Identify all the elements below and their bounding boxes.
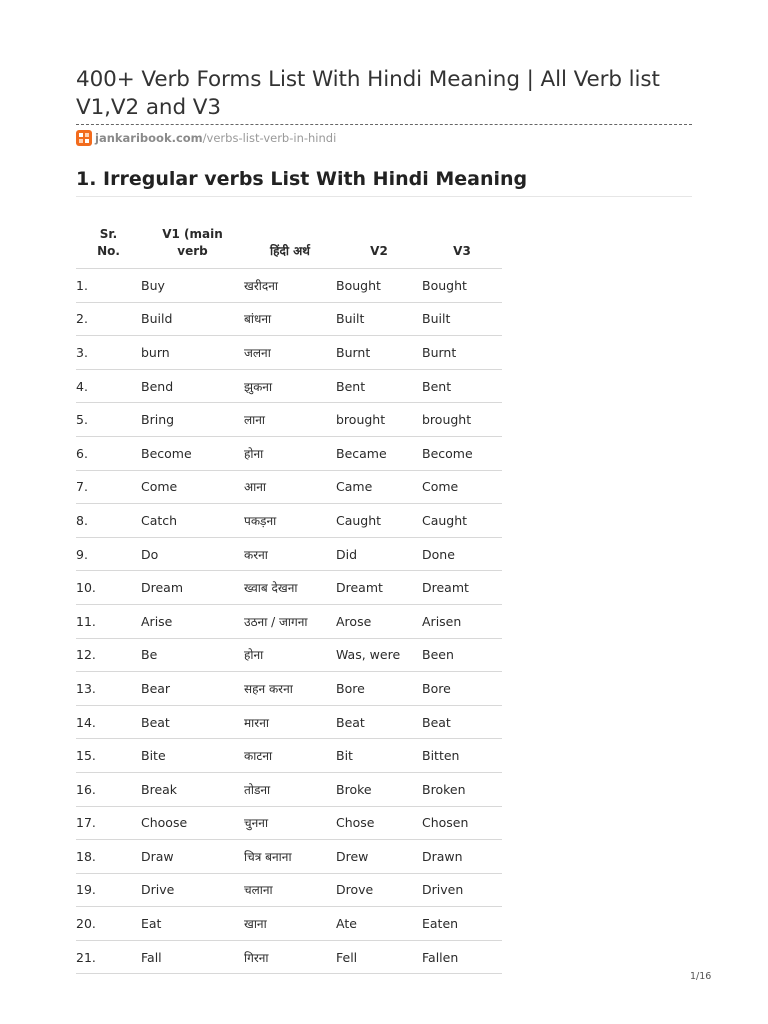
- cell-v1: Build: [141, 302, 244, 336]
- cell-v2: Did: [336, 537, 422, 571]
- cell-hindi-meaning: उठना / जागना: [244, 604, 336, 638]
- cell-v2: Bent: [336, 369, 422, 403]
- cell-v1: Arise: [141, 604, 244, 638]
- verb-table: [76, 210, 502, 974]
- section-heading: 1. Irregular verbs List With Hindi Meaning: [76, 168, 528, 190]
- table-row: [76, 504, 502, 538]
- cell-v2: Drew: [336, 840, 422, 874]
- table-row: [76, 537, 502, 571]
- cell-v3: Bent: [422, 369, 502, 403]
- table-row: [76, 806, 502, 840]
- page-title: 400+ Verb Forms List With Hindi Meaning | All Verb list V1,V2 and V3: [76, 67, 660, 120]
- site-favicon-icon: [76, 130, 92, 146]
- cell-v1: Break: [141, 772, 244, 806]
- cell-v2: Came: [336, 470, 422, 504]
- cell-sr-no: 8.: [76, 504, 141, 538]
- cell-v3: Burnt: [422, 336, 502, 370]
- cell-v1: burn: [141, 336, 244, 370]
- cell-v1: Catch: [141, 504, 244, 538]
- cell-v2: Bore: [336, 672, 422, 706]
- cell-sr-no: 18.: [76, 840, 141, 874]
- cell-hindi-meaning: झुकना: [244, 369, 336, 403]
- cell-hindi-meaning: खरीदना: [244, 269, 336, 303]
- source-domain: jankaribook.com: [95, 131, 203, 145]
- cell-v3: Done: [422, 537, 502, 571]
- table-row: [76, 571, 502, 605]
- cell-v1: Drive: [141, 873, 244, 907]
- cell-v1: Buy: [141, 269, 244, 303]
- cell-hindi-meaning: चुनना: [244, 806, 336, 840]
- cell-v3: Caught: [422, 504, 502, 538]
- cell-hindi-meaning: गिरना: [244, 940, 336, 974]
- cell-v3: Become: [422, 436, 502, 470]
- header-v1: [141, 210, 244, 269]
- cell-v3: Dreamt: [422, 571, 502, 605]
- cell-sr-no: 9.: [76, 537, 141, 571]
- cell-v2: Became: [336, 436, 422, 470]
- table-row: [76, 336, 502, 370]
- cell-hindi-meaning: मारना: [244, 705, 336, 739]
- cell-v1: Bite: [141, 739, 244, 773]
- table-header-row: [76, 210, 502, 269]
- table-row: [76, 269, 502, 303]
- title-divider: [76, 124, 692, 125]
- cell-v1: Bend: [141, 369, 244, 403]
- cell-v2: Ate: [336, 907, 422, 941]
- cell-sr-no: 2.: [76, 302, 141, 336]
- cell-v3: Fallen: [422, 940, 502, 974]
- cell-v1: Become: [141, 436, 244, 470]
- header-v3: V3: [422, 210, 502, 269]
- cell-v1: Eat: [141, 907, 244, 941]
- cell-v1: Choose: [141, 806, 244, 840]
- header-v2: V2: [336, 210, 422, 269]
- table-row: [76, 739, 502, 773]
- cell-v3: Bought: [422, 269, 502, 303]
- table-row: [76, 604, 502, 638]
- cell-v3: Drawn: [422, 840, 502, 874]
- cell-sr-no: 10.: [76, 571, 141, 605]
- cell-v2: Drove: [336, 873, 422, 907]
- cell-sr-no: 5.: [76, 403, 141, 437]
- cell-sr-no: 6.: [76, 436, 141, 470]
- header-sr-line1: Sr.: [99, 227, 118, 241]
- table-row: [76, 470, 502, 504]
- cell-v3: Driven: [422, 873, 502, 907]
- table-row: [76, 369, 502, 403]
- cell-hindi-meaning: चित्र बनाना: [244, 840, 336, 874]
- cell-v2: Was, were: [336, 638, 422, 672]
- cell-hindi-meaning: जलना: [244, 336, 336, 370]
- cell-v1: Come: [141, 470, 244, 504]
- table-row: [76, 772, 502, 806]
- header-v1-line1: V1 (main: [162, 227, 223, 241]
- table-row: [76, 705, 502, 739]
- verb-table-body: [76, 269, 502, 974]
- cell-hindi-meaning: करना: [244, 537, 336, 571]
- cell-v1: Do: [141, 537, 244, 571]
- cell-v2: Broke: [336, 772, 422, 806]
- cell-hindi-meaning: होना: [244, 638, 336, 672]
- cell-v2: Caught: [336, 504, 422, 538]
- cell-sr-no: 15.: [76, 739, 141, 773]
- cell-sr-no: 17.: [76, 806, 141, 840]
- cell-v2: Bought: [336, 269, 422, 303]
- header-hindi: हिंदी अर्थ: [244, 210, 336, 269]
- table-row: [76, 403, 502, 437]
- cell-hindi-meaning: काटना: [244, 739, 336, 773]
- cell-v1: Dream: [141, 571, 244, 605]
- cell-hindi-meaning: होना: [244, 436, 336, 470]
- cell-v3: Broken: [422, 772, 502, 806]
- cell-sr-no: 11.: [76, 604, 141, 638]
- cell-v3: Been: [422, 638, 502, 672]
- cell-v1: Be: [141, 638, 244, 672]
- cell-sr-no: 14.: [76, 705, 141, 739]
- cell-v2: Fell: [336, 940, 422, 974]
- cell-v1: Bear: [141, 672, 244, 706]
- cell-hindi-meaning: सहन करना: [244, 672, 336, 706]
- cell-v3: Built: [422, 302, 502, 336]
- cell-hindi-meaning: तोडना: [244, 772, 336, 806]
- page-number: 1/16: [690, 971, 712, 982]
- cell-v3: Bore: [422, 672, 502, 706]
- cell-v2: Arose: [336, 604, 422, 638]
- cell-sr-no: 21.: [76, 940, 141, 974]
- cell-v2: brought: [336, 403, 422, 437]
- cell-sr-no: 12.: [76, 638, 141, 672]
- cell-v1: Bring: [141, 403, 244, 437]
- cell-sr-no: 13.: [76, 672, 141, 706]
- cell-sr-no: 20.: [76, 907, 141, 941]
- cell-sr-no: 19.: [76, 873, 141, 907]
- cell-hindi-meaning: बांधना: [244, 302, 336, 336]
- cell-hindi-meaning: आना: [244, 470, 336, 504]
- cell-v3: brought: [422, 403, 502, 437]
- cell-v3: Beat: [422, 705, 502, 739]
- cell-sr-no: 4.: [76, 369, 141, 403]
- table-row: [76, 940, 502, 974]
- cell-v2: Built: [336, 302, 422, 336]
- table-row: [76, 873, 502, 907]
- cell-v3: Bitten: [422, 739, 502, 773]
- table-row: [76, 672, 502, 706]
- header-sr-line2: No.: [97, 244, 120, 258]
- cell-hindi-meaning: ख्वाब देखना: [244, 571, 336, 605]
- cell-sr-no: 1.: [76, 269, 141, 303]
- source-path: /verbs-list-verb-in-hindi: [202, 131, 337, 145]
- header-v1-line2: verb: [177, 244, 208, 258]
- cell-sr-no: 16.: [76, 772, 141, 806]
- cell-v2: Chose: [336, 806, 422, 840]
- cell-v2: Dreamt: [336, 571, 422, 605]
- cell-hindi-meaning: लाना: [244, 403, 336, 437]
- table-row: [76, 840, 502, 874]
- table-row: [76, 436, 502, 470]
- cell-hindi-meaning: चलाना: [244, 873, 336, 907]
- header-sr-no: [76, 210, 141, 269]
- table-row: [76, 302, 502, 336]
- cell-v3: Eaten: [422, 907, 502, 941]
- cell-hindi-meaning: खाना: [244, 907, 336, 941]
- cell-v1: Fall: [141, 940, 244, 974]
- source-link[interactable]: [76, 129, 336, 147]
- heading-divider: [76, 196, 692, 197]
- cell-v1: Draw: [141, 840, 244, 874]
- cell-v2: Burnt: [336, 336, 422, 370]
- cell-v2: Bit: [336, 739, 422, 773]
- table-row: [76, 638, 502, 672]
- cell-v3: Come: [422, 470, 502, 504]
- cell-v2: Beat: [336, 705, 422, 739]
- cell-sr-no: 3.: [76, 336, 141, 370]
- cell-v3: Chosen: [422, 806, 502, 840]
- cell-v1: Beat: [141, 705, 244, 739]
- table-row: [76, 907, 502, 941]
- cell-v3: Arisen: [422, 604, 502, 638]
- cell-sr-no: 7.: [76, 470, 141, 504]
- cell-hindi-meaning: पकड़ना: [244, 504, 336, 538]
